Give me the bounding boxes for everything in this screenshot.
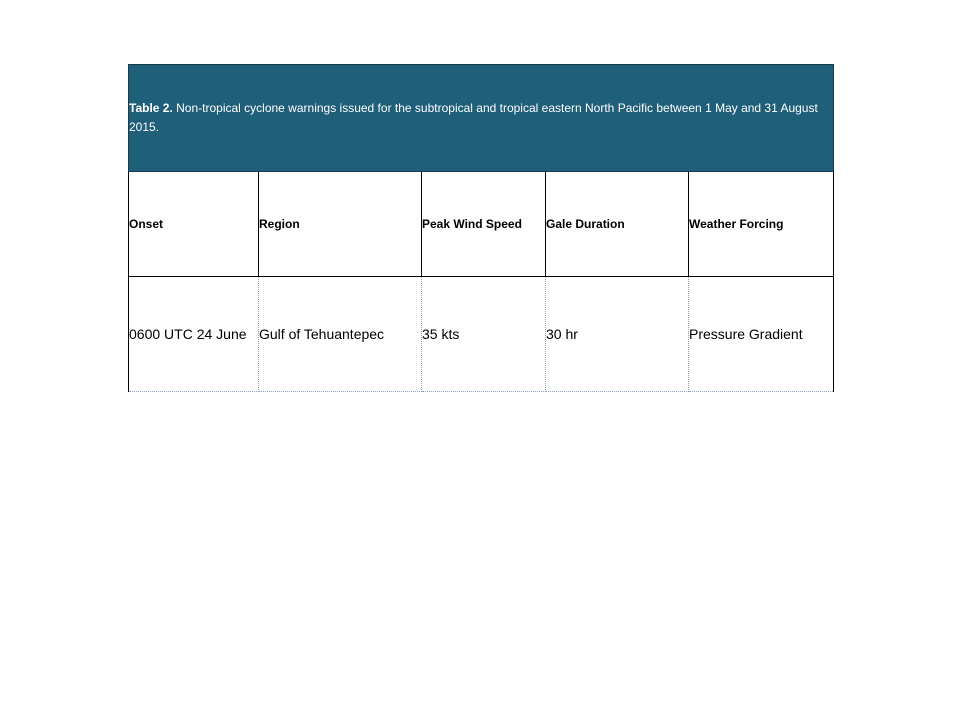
column-header-gale-duration: Gale Duration [546,172,689,277]
warnings-table [128,64,834,392]
column-header-weather-forcing: Weather Forcing [689,172,834,277]
cell-weather-forcing: Pressure Gradient [689,277,834,392]
cell-region: Gulf of Tehuantepec [259,277,422,392]
cell-peak-wind-speed: 35 kts [422,277,546,392]
warnings-table-container [128,64,833,392]
cell-gale-duration: 30 hr [546,277,689,392]
caption-text: Non-tropical cyclone warnings issued for the subtropical and tropical eastern North Pacific between 1 May and 31 August 2015. [129,101,818,134]
table-caption [129,65,834,172]
column-header-peak-wind-speed: Peak Wind Speed [422,172,546,277]
header-row [129,172,834,277]
caption-label: Table 2. [129,101,173,115]
column-header-region: Region [259,172,422,277]
column-header-onset: Onset [129,172,259,277]
cell-onset: 0600 UTC 24 June [129,277,259,392]
caption-row [129,65,834,172]
table-row [129,277,834,392]
